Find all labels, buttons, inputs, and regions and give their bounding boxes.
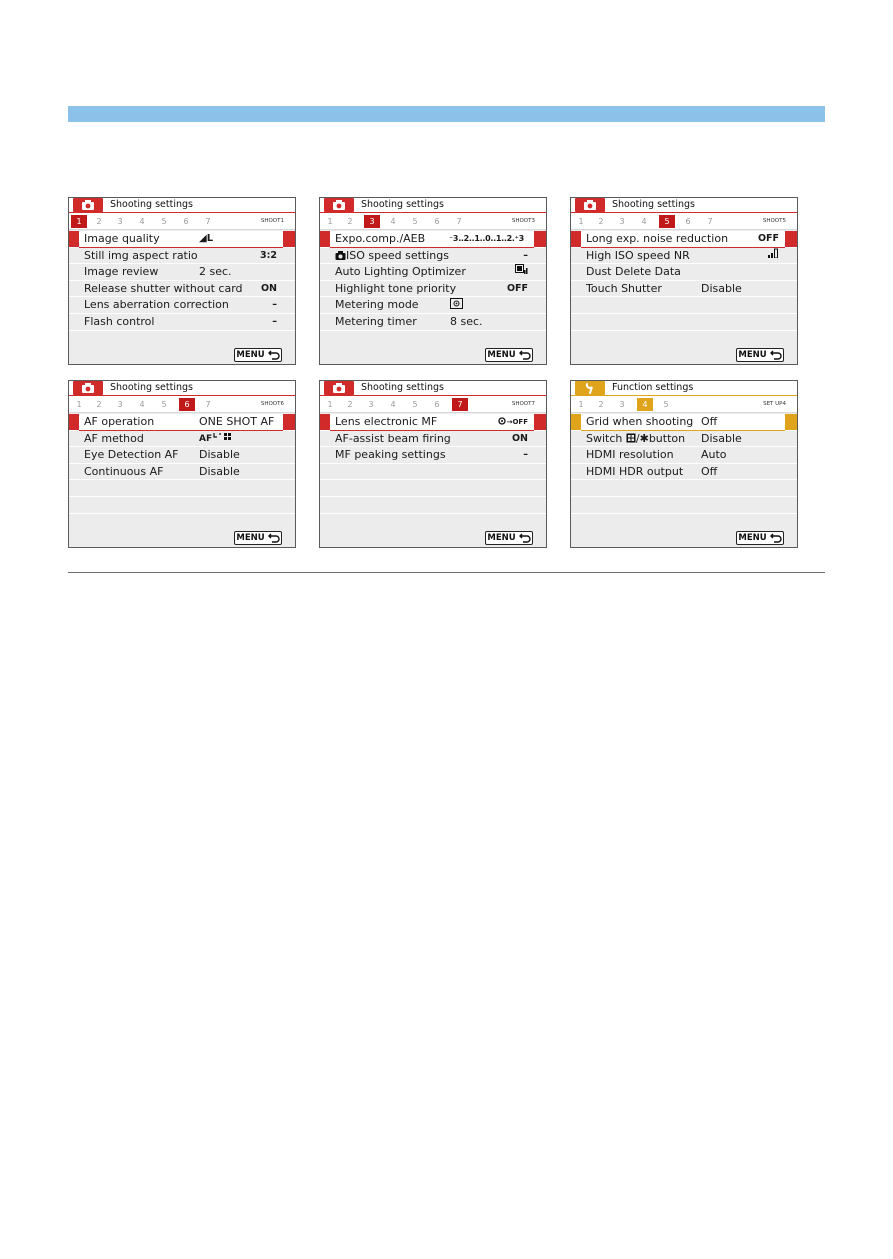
page-label: SHOOT1: [260, 218, 284, 224]
screen-title: Shooting settings: [110, 199, 193, 210]
screen-header: [69, 381, 295, 396]
tab-6[interactable]: 6: [685, 217, 691, 226]
tab-5[interactable]: 5: [659, 215, 675, 228]
af-point-button-icon: [626, 433, 636, 443]
tab-6[interactable]: 6: [183, 217, 189, 226]
camera-icon: [335, 251, 346, 260]
tab-2[interactable]: 2: [598, 400, 604, 409]
camera-icon: [73, 198, 103, 212]
screen-header: [571, 381, 797, 396]
menu-item-af-method[interactable]: AF method AF: [69, 431, 295, 448]
section-divider: [68, 572, 825, 573]
menu-item-eye-detection[interactable]: Eye Detection AF Disable: [69, 447, 295, 464]
menu-item-expo-comp[interactable]: Expo.comp./AEB ⁻3..2..1..0..1..2.⁺3: [320, 231, 546, 248]
tab-3[interactable]: 3: [117, 217, 123, 226]
ae-lock-icon: ✱: [639, 431, 649, 445]
tab-strip: [320, 396, 546, 413]
menu-item-empty: [320, 480, 546, 497]
return-icon: [519, 350, 531, 360]
alo-icon: [515, 264, 528, 282]
tab-3[interactable]: 3: [619, 400, 625, 409]
menu-item-hdmi-hdr[interactable]: HDMI HDR output Off: [571, 464, 797, 481]
return-icon: [519, 533, 531, 543]
menu-item-mf-peaking[interactable]: MF peaking settings –: [320, 447, 546, 464]
screen-title: Shooting settings: [110, 382, 193, 393]
evaluative-metering-icon: [450, 297, 463, 314]
tab-3[interactable]: 3: [368, 400, 374, 409]
tab-3[interactable]: 3: [364, 215, 380, 228]
menu-item-dust-delete[interactable]: Dust Delete Data: [571, 264, 797, 281]
menu-item-flash-control[interactable]: Flash control –: [69, 314, 295, 331]
screen-header: [320, 381, 546, 396]
menu-screen-shoot3: [319, 197, 547, 365]
tab-6[interactable]: 6: [434, 400, 440, 409]
menu-back-button[interactable]: MENU: [234, 531, 282, 545]
page-label: SHOOT6: [260, 401, 284, 407]
camera-icon: [575, 198, 605, 212]
menu-item-empty: [571, 297, 797, 314]
tab-4[interactable]: 4: [139, 217, 145, 226]
screen-header: [320, 198, 546, 213]
tab-4[interactable]: 4: [641, 217, 647, 226]
menu-screen-shoot7: [319, 380, 547, 548]
menu-screen-setup4: [570, 380, 798, 548]
menu-item-release-shutter[interactable]: Release shutter without card ON: [69, 281, 295, 298]
menu-item-aspect-ratio[interactable]: Still img aspect ratio 3:2: [69, 248, 295, 265]
menu-item-empty: [69, 480, 295, 497]
tab-5[interactable]: 5: [161, 217, 167, 226]
menu-item-high-iso-nr[interactable]: High ISO speed NR: [571, 248, 797, 265]
tab-1[interactable]: 1: [71, 215, 87, 228]
menu-back-button[interactable]: MENU: [736, 348, 784, 362]
tab-7[interactable]: 7: [456, 217, 462, 226]
tab-4[interactable]: 4: [390, 217, 396, 226]
menu-back-button[interactable]: MENU: [485, 348, 533, 362]
tab-4[interactable]: 4: [139, 400, 145, 409]
exposure-scale: ⁻3..2..1..0..1..2.⁺3: [449, 234, 524, 243]
tab-2[interactable]: 2: [347, 400, 353, 409]
menu-item-empty: [320, 497, 546, 514]
tab-7[interactable]: 7: [707, 217, 713, 226]
tab-5[interactable]: 5: [412, 217, 418, 226]
return-icon: [268, 533, 280, 543]
tab-2[interactable]: 2: [96, 400, 102, 409]
return-icon: [268, 350, 280, 360]
menu-item-empty: [571, 314, 797, 331]
page-label: SET UP4: [763, 401, 786, 407]
tab-4[interactable]: 4: [637, 398, 653, 411]
menu-item-continuous-af[interactable]: Continuous AF Disable: [69, 464, 295, 481]
camera-icon: [324, 198, 354, 212]
tab-strip: [69, 396, 295, 413]
tab-3[interactable]: 3: [117, 400, 123, 409]
menu-item-empty: [571, 480, 797, 497]
screen-title: Function settings: [612, 382, 694, 393]
face-tracking-icon: [212, 432, 234, 442]
tab-1[interactable]: 1: [327, 400, 333, 409]
tab-7[interactable]: 7: [205, 400, 211, 409]
tab-1[interactable]: 1: [578, 217, 584, 226]
menu-screen-shoot6: [68, 380, 296, 548]
menu-item-lens-aberration[interactable]: Lens aberration correction –: [69, 297, 295, 314]
tab-5[interactable]: 5: [412, 400, 418, 409]
page-label: SHOOT5: [762, 218, 786, 224]
page-label: SHOOT7: [511, 401, 535, 407]
menu-item-long-exp-nr[interactable]: Long exp. noise reduction OFF: [571, 231, 797, 248]
tab-3[interactable]: 3: [619, 217, 625, 226]
screen-title: Shooting settings: [361, 199, 444, 210]
return-icon: [770, 350, 782, 360]
tab-6[interactable]: 6: [179, 398, 195, 411]
menu-item-lens-electronic-mf[interactable]: Lens electronic MF →OFF: [320, 414, 546, 431]
tab-5[interactable]: 5: [161, 400, 167, 409]
tab-1[interactable]: 1: [578, 400, 584, 409]
menu-item-switch-button[interactable]: Switch /✱button Disable: [571, 431, 797, 448]
tab-6[interactable]: 6: [434, 217, 440, 226]
menu-back-button[interactable]: MENU: [485, 531, 533, 545]
menu-item-grid-when-shooting[interactable]: Grid when shooting Off: [571, 414, 797, 431]
menu-item-hdmi-resolution[interactable]: HDMI resolution Auto: [571, 447, 797, 464]
menu-item-metering-mode[interactable]: Metering mode: [320, 297, 546, 314]
section-header-bar: [68, 106, 825, 122]
menu-item-af-operation[interactable]: AF operation ONE SHOT AF: [69, 414, 295, 431]
tab-strip: [320, 213, 546, 230]
page-label: SHOOT3: [511, 218, 535, 224]
menu-back-button[interactable]: MENU: [234, 348, 282, 362]
wrench-icon: [575, 381, 605, 395]
menu-item-iso-speed[interactable]: ISO speed settings –: [320, 248, 546, 265]
menu-item-image-quality[interactable]: Image quality ◢L: [69, 231, 295, 248]
menu-item-image-review[interactable]: Image review 2 sec.: [69, 264, 295, 281]
tab-strip: [571, 213, 797, 230]
nr-level-icon: [767, 248, 779, 265]
menu-item-empty: [571, 497, 797, 514]
menu-screen-shoot1: [68, 197, 296, 365]
menu-item-auto-lighting[interactable]: Auto Lighting Optimizer: [320, 264, 546, 281]
tab-1[interactable]: 1: [76, 400, 82, 409]
camera-icon: [73, 381, 103, 395]
tab-2[interactable]: 2: [598, 217, 604, 226]
tab-2[interactable]: 2: [96, 217, 102, 226]
menu-item-empty: [69, 497, 295, 514]
menu-screen-shoot5: [570, 197, 798, 365]
screen-header: [69, 198, 295, 213]
camera-icon: [324, 381, 354, 395]
screen-title: Shooting settings: [361, 382, 444, 393]
tab-strip: [571, 396, 797, 413]
menu-item-touch-shutter[interactable]: Touch Shutter Disable: [571, 281, 797, 298]
tab-7[interactable]: 7: [452, 398, 468, 411]
menu-item-metering-timer[interactable]: Metering timer 8 sec.: [320, 314, 546, 331]
tab-4[interactable]: 4: [390, 400, 396, 409]
tab-5[interactable]: 5: [663, 400, 669, 409]
menu-item-af-assist-beam[interactable]: AF-assist beam firing ON: [320, 431, 546, 448]
screen-header: [571, 198, 797, 213]
menu-item-highlight-tone[interactable]: Highlight tone priority OFF: [320, 281, 546, 298]
tab-2[interactable]: 2: [347, 217, 353, 226]
screen-title: Shooting settings: [612, 199, 695, 210]
tab-1[interactable]: 1: [327, 217, 333, 226]
tab-7[interactable]: 7: [205, 217, 211, 226]
menu-item-empty: [320, 464, 546, 481]
menu-back-button[interactable]: MENU: [736, 531, 784, 545]
manual-focus-icon: [498, 417, 507, 425]
return-icon: [770, 533, 782, 543]
tab-strip: [69, 213, 295, 230]
